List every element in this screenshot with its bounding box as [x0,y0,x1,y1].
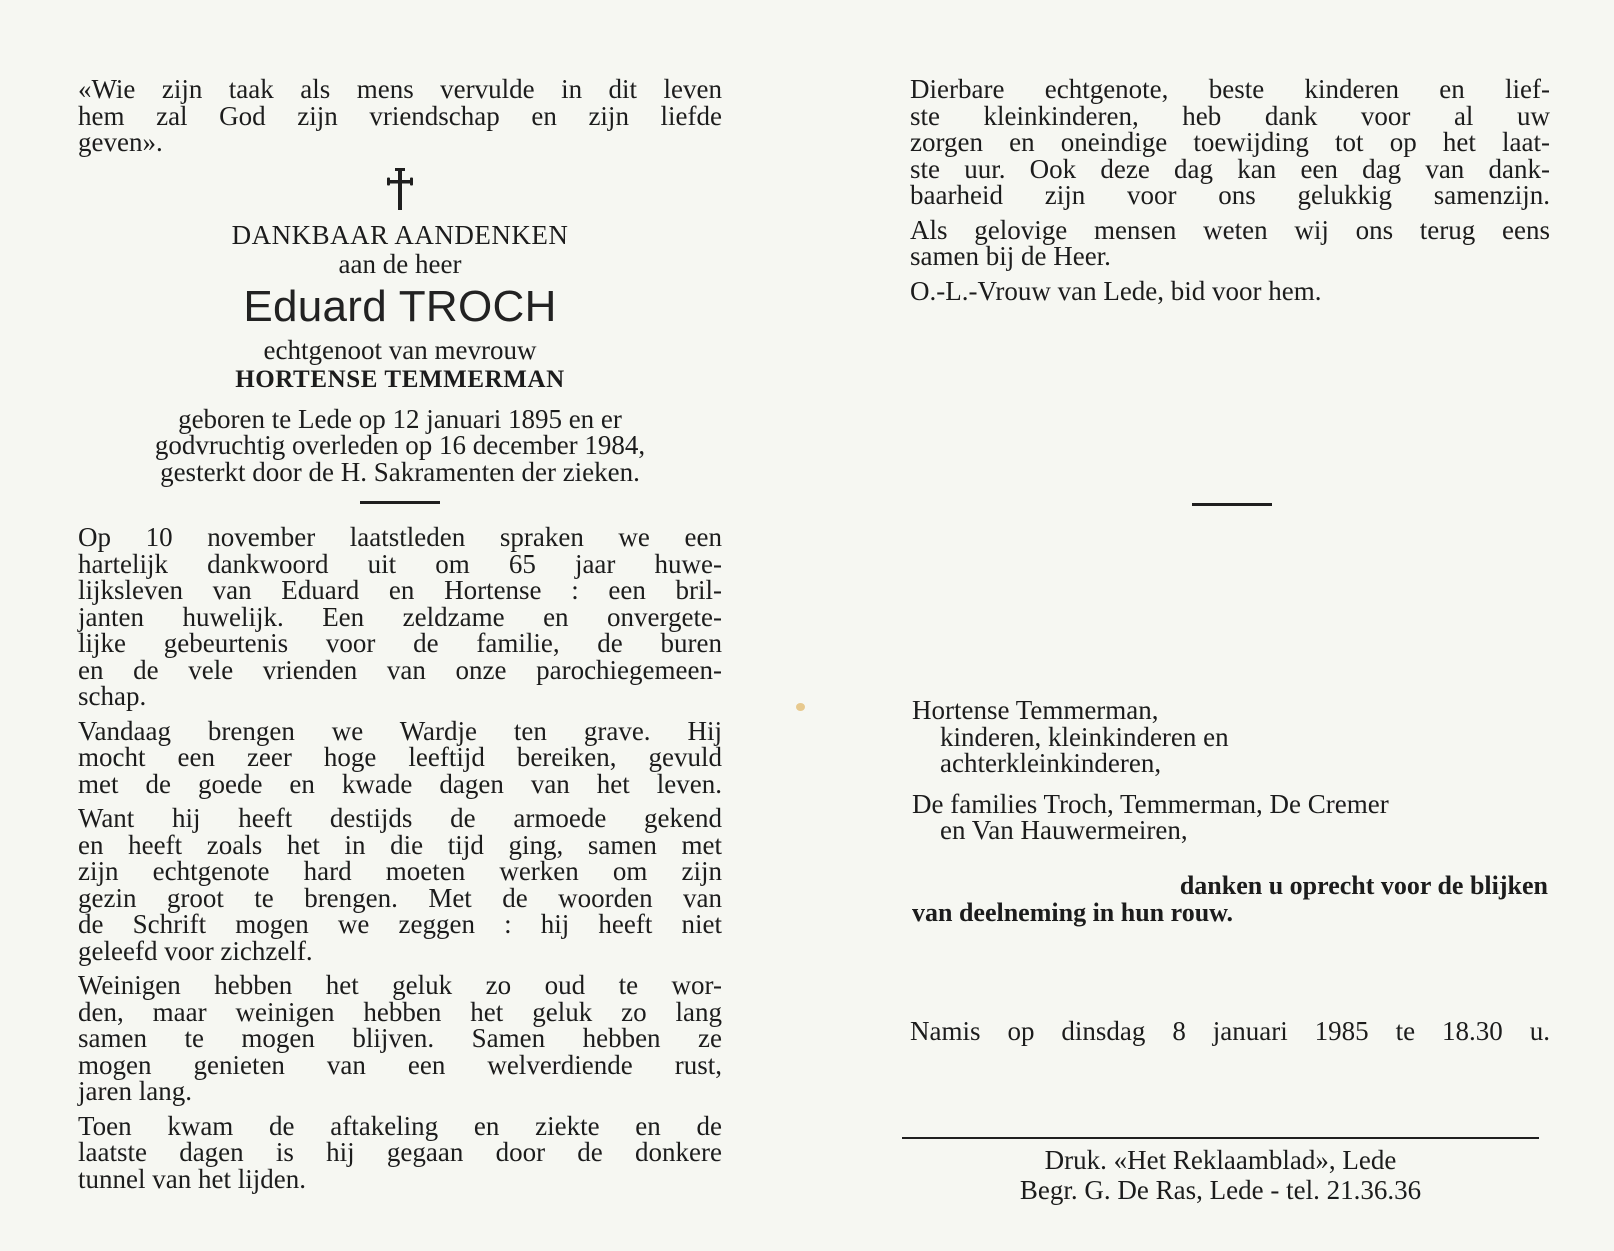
text-line: de Schrift mogen we zeggen : hij heeft niet [78,909,722,939]
text-line: O.-L.-Vrouw van Lede, bid voor hem. [910,275,1322,306]
quote-line: geven». [78,127,163,157]
latin-cross-icon [385,166,415,212]
signer-group-family [912,697,1552,777]
text-line: mogen genieten van een welverdiende rust, [78,1049,722,1080]
text-line: lijksleven van Eduard en Hortense : een bril- [78,575,722,605]
thanks-message [912,872,1548,926]
paragraph [78,715,722,799]
service-announcement: Namis op dinsdag 8 januari 1985 te 18.30 u. [910,1016,1550,1046]
text-line: Vandaag brengen we Wardje ten grave. Hij [78,715,722,746]
signers-block [912,697,1552,844]
text-line: Als gelovige mensen weten wij ons terug eens [910,214,1550,245]
paragraph [910,214,1550,271]
deceased-name: Eduard TROCH [243,281,557,331]
text-line: lijke gebeurtenis voor de familie, de buren [78,628,722,658]
divider [1192,503,1272,506]
text-line: laatste dagen is hij gegaan door de donkere [78,1137,722,1167]
paragraph [78,1110,722,1194]
signer-line: Hortense Temmerman, [912,695,1159,725]
footer-rule [902,1137,1539,1139]
text-line: met de goede en kwade dagen van het leven. [78,768,722,799]
text-line: zorgen en oneindige toewijding tot op het laat- [910,127,1550,157]
opening-quote [78,76,722,156]
text-line: schap. [78,681,147,711]
spouse-name: HORTENSE TEMMERMAN [235,365,565,393]
signer-line: De families Troch, Temmerman, De Cremer [912,788,1389,819]
text-line: samen bij de Heer. [910,241,1111,271]
paragraph [78,805,722,964]
paper-stain [796,703,805,711]
life-dates [78,403,722,487]
text-line: baarheid zijn voor ons gelukkig samenzijn. [910,180,1550,210]
printer-credits [902,1145,1539,1205]
signer-line: en Van Hauwermeiren, [940,815,1188,845]
text-line: en de vele vrienden van onze parochiegemeen- [78,654,722,685]
text-line: jaren lang. [78,1076,192,1106]
text-line: Want hij heeft destijds de armoede gekend [78,803,722,833]
paragraph [78,972,722,1105]
printer-line: Druk. «Het Reklaamblad», Lede [1044,1145,1397,1175]
quote-line: «Wie zijn taak als mens vervulde in dit leven [78,74,722,104]
signer-line: kinderen, kleinkinderen en [940,721,1229,752]
text-line: Toen kwam de aftakeling en ziekte en de [78,1110,722,1141]
text-line: den, maar weinigen hebben het geluk zo lang [78,996,722,1027]
paragraph [910,76,1550,209]
quote-line: hem zal God zijn vriendschap en zijn liefde [78,100,722,131]
prayer-line [910,275,1550,306]
text-line: en heeft zoals het in die tijd ging, samen met [78,829,722,860]
text-line: Weinigen hebben het geluk zo oud te wor- [78,970,722,1000]
text-line: ste uur. Ook deze dag kan een dag van dank- [910,153,1550,184]
signer-line: achterkleinkinderen, [940,748,1162,778]
card-heading: DANKBAAR AANDENKEN [231,219,569,250]
text-line: Op 10 november laatstleden spraken we een [78,522,722,552]
text-line: hartelijk dankwoord uit om 65 jaar huwe- [78,548,722,579]
left-panel [78,76,722,1200]
text-line: janten huwelijk. Een zeldzame en onvergete- [78,601,722,632]
text-line: Dierbare echtgenote, beste kinderen en lief- [910,74,1550,104]
text-line: samen te mogen blijven. Samen hebben ze [78,1023,722,1053]
text-line: zijn echtgenote hard moeten werken om zijn [78,856,722,886]
text-line: ste kleinkinderen, heb dank voor al uw [910,100,1550,131]
card-subheading: aan de heer [338,248,462,279]
signer-group-families [912,788,1552,845]
text-line: tunnel van het lijden. [78,1163,306,1194]
life-dates-line: godvruchtig overleden op 16 december 1984, [154,430,646,460]
text-line: gezin groot te brengen. Met de woorden van [78,882,722,913]
text-line: mocht een zeer hoge leeftijd bereiken, gevuld [78,742,722,772]
paragraph [78,524,722,710]
text-line: geleefd voor zichzelf. [78,935,313,966]
thanks-line: danken u oprecht voor de blijken [1179,871,1548,900]
thanks-line: van deelneming in hun rouw. [912,898,1234,927]
printer-line: Begr. G. De Ras, Lede - tel. 21.36.36 [1019,1175,1422,1205]
life-dates-line: geboren te Lede op 12 januari 1895 en er [178,403,622,434]
life-dates-line: gesterkt door de H. Sakramenten der zieken. [160,456,640,487]
spouse-intro: echtgenoot van mevrouw [263,334,537,365]
right-panel [910,76,1550,312]
divider [360,501,440,504]
